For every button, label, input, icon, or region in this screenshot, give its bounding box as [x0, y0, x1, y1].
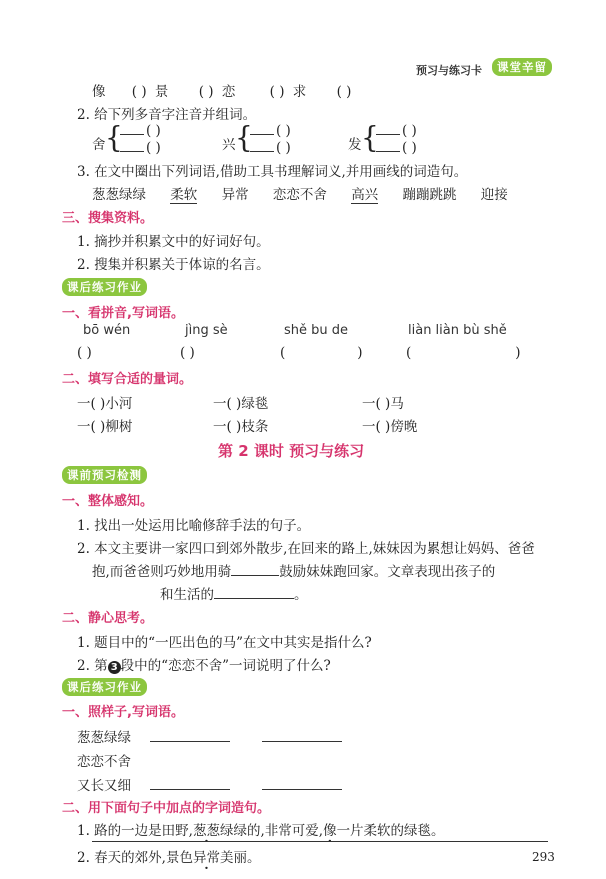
- q3-word-7: 迎接: [480, 187, 508, 203]
- q3-words: [92, 183, 508, 203]
- answer-line: [92, 841, 548, 842]
- section-collect-title: 三、搜集资料。: [62, 211, 154, 226]
- top-paren-2: ( ): [198, 84, 214, 100]
- top-row: [92, 80, 351, 100]
- top-char-2: 景: [154, 84, 169, 100]
- brace-icon: {: [235, 120, 253, 155]
- sample-word-2: 恋恋不舍: [77, 754, 131, 770]
- blank-line: [250, 142, 274, 152]
- answer-line: [262, 741, 342, 742]
- polyphone-char-fa: 发: [348, 137, 362, 153]
- answer-blank: [231, 563, 279, 576]
- q3-word-3: 异常: [221, 187, 249, 203]
- sample-word-1: 葱葱绿绿: [77, 730, 131, 746]
- brace-icon: {: [105, 120, 123, 155]
- sentence-1: 1. 路的一边是田野,葱葱绿绿的,非常可爱,像一片柔软的绿毯。: [77, 823, 445, 839]
- top-char-3: 恋: [221, 84, 236, 100]
- measure-item-2: 一( )绿毯: [213, 396, 269, 412]
- collect-item-1: 1. 摘抄并积累文中的好词好句。: [77, 234, 270, 250]
- top-paren-3: ( ): [269, 84, 285, 100]
- blank-line: [120, 142, 144, 152]
- pinyin-paren-4: ( ): [406, 345, 521, 361]
- q3-word-4: 恋恋不舍: [272, 187, 327, 203]
- pinyin-paren-2: ( ): [180, 345, 195, 361]
- pinyin-section-title: 一、看拼音,写词语。: [62, 306, 184, 321]
- q3-text: 3. 在文中圈出下列词语,借助工具书理解词义,并用画线的词造句。: [77, 164, 468, 180]
- homework-badge-1: 课后练习作业: [62, 278, 147, 296]
- sample-section-title: 一、照样子,写词语。: [62, 705, 184, 720]
- measure-item-4: 一( )柳树: [77, 419, 133, 435]
- homework-badge-2: 课后练习作业: [62, 678, 147, 696]
- measure-item-5: 一( )枝条: [213, 419, 269, 435]
- pinyin-1: bō wén: [83, 323, 131, 338]
- xing-paren-2: ( ): [276, 140, 291, 156]
- top-char-4: 求: [292, 84, 307, 100]
- sentence-section-title: 二、用下面句子中加点的字词造句。: [62, 801, 271, 816]
- circled-number-icon: 3: [108, 661, 121, 674]
- q2-text: 2. 给下列多音字注音并组词。: [77, 107, 257, 123]
- think-section-title: 二、静心思考。: [62, 611, 154, 626]
- top-paren-4: ( ): [336, 84, 352, 100]
- brace-icon: {: [361, 120, 379, 155]
- polyphone-char-xing: 兴: [222, 137, 236, 153]
- she-paren-1: ( ): [146, 123, 161, 139]
- preview-badge: 课前预习检测: [62, 466, 147, 484]
- measure-section-title: 二、填写合适的量词。: [62, 372, 193, 387]
- blank-line: [376, 142, 400, 152]
- q3-word-5: 高兴: [351, 187, 379, 203]
- fa-paren-2: ( ): [402, 140, 417, 156]
- q3-word-6: 蹦蹦跳跳: [402, 187, 457, 203]
- overall-item-2-line-2: 抱,而爸爸则巧妙地用骑 鼓励妹妹跑回家。文章表现出孩子的: [92, 564, 496, 580]
- measure-item-6: 一( )傍晚: [362, 419, 418, 435]
- fa-paren-1: ( ): [402, 123, 417, 139]
- blank-line: [120, 125, 144, 135]
- measure-item-3: 一( )马: [362, 396, 404, 412]
- she-paren-2: ( ): [146, 140, 161, 156]
- header-title: 预习与练习卡: [416, 64, 482, 77]
- overall-section-title: 一、整体感知。: [62, 494, 154, 509]
- pinyin-4: liàn liàn bù shě: [408, 323, 507, 338]
- answer-blank: [214, 586, 294, 599]
- sentence-2: 2. 春天的郊外,景色异常美丽。: [77, 850, 261, 866]
- top-paren-1: ( ): [131, 84, 147, 100]
- page-number: 293: [532, 850, 555, 864]
- measure-item-1: 一( )小河: [77, 396, 133, 412]
- overall-item-2-line-3: 和生活的 。: [160, 587, 308, 603]
- overall-item-1: 1. 找出一处运用比喻修辞手法的句子。: [77, 518, 311, 534]
- pinyin-paren-1: ( ): [77, 345, 92, 361]
- q3-word-1: 葱葱绿绿: [92, 187, 146, 203]
- think-item-1: 1. 题目中的“一匹出色的马”在文中其实是指什么?: [77, 635, 372, 651]
- lesson-title: 第 2 课时 预习与练习: [218, 442, 365, 460]
- pinyin-2: jìng sè: [185, 323, 228, 338]
- q3-word-2: 柔软: [170, 187, 198, 203]
- xing-paren-1: ( ): [276, 123, 291, 139]
- top-char-1: 像: [92, 84, 106, 100]
- blank-line: [250, 125, 274, 135]
- answer-line: [150, 741, 230, 742]
- overall-item-2-line-1: 2. 本文主要讲一家四口到郊外散步,在回来的路上,妹妹因为累想让妈妈、爸爸: [77, 541, 535, 557]
- collect-item-2: 2. 搜集并积累关于体谅的名言。: [77, 257, 270, 273]
- header-badge: 课堂辛留: [492, 58, 552, 76]
- polyphone-char-she: 舍: [92, 137, 106, 153]
- sample-word-3: 又长又细: [77, 778, 131, 794]
- answer-line: [150, 789, 230, 790]
- blank-line: [376, 125, 400, 135]
- answer-line: [262, 789, 342, 790]
- pinyin-3: shě bu de: [284, 323, 349, 338]
- pinyin-paren-3: ( ): [280, 345, 363, 361]
- think-item-2: 2. 第 3 段中的“恋恋不舍”一词说明了什么?: [77, 658, 331, 674]
